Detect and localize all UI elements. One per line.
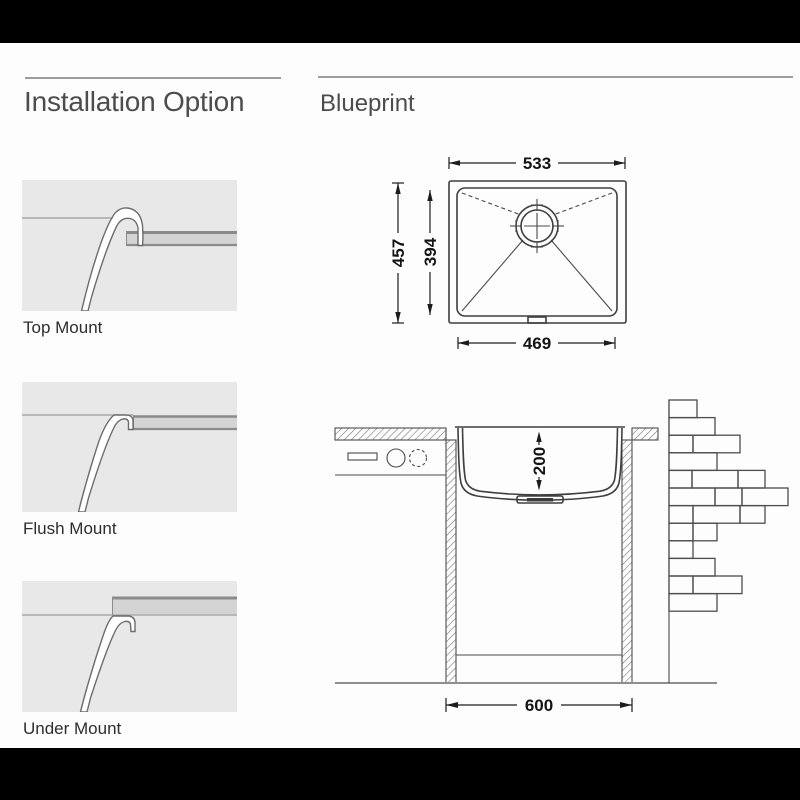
- sink-top-view-drawing: [375, 140, 655, 365]
- dimension-inner-width: [458, 334, 615, 353]
- dimension-inner-depth: [421, 190, 440, 315]
- left-section-divider: [25, 77, 281, 79]
- blueprint-title: Blueprint: [320, 90, 415, 117]
- drawer-handle: [348, 453, 377, 460]
- sink-section-view-drawing: [325, 395, 795, 720]
- countertop-hatch-left: [335, 428, 446, 440]
- bottom-black-bar: [0, 748, 800, 800]
- countertop-band: [133, 415, 237, 430]
- top-mount-drawing: [22, 180, 237, 311]
- top-mount-label: Top Mount: [23, 318, 103, 337]
- knob-dashed: [410, 450, 427, 467]
- dim-outer-depth-label: 457: [389, 238, 408, 268]
- under-mount-figure: [22, 581, 237, 739]
- brick-wall: [669, 400, 788, 683]
- dim-bowl-depth-label: 200: [530, 446, 549, 476]
- knob-solid: [387, 449, 405, 467]
- countertop-hatch-right: [632, 428, 658, 440]
- dimension-outer-width: [449, 154, 625, 173]
- dimension-cabinet-width: [446, 696, 632, 715]
- flush-mount-label: Flush Mount: [23, 519, 117, 538]
- installation-option-title: Installation Option: [24, 86, 245, 117]
- top-black-bar: [0, 0, 800, 43]
- overflow-slot: [528, 317, 546, 323]
- dim-inner-depth-label: 394: [421, 237, 440, 267]
- panel-background: [22, 382, 237, 512]
- cabinet-left-wall: [446, 440, 456, 683]
- under-mount-drawing: [22, 581, 237, 712]
- flush-mount-figure: [22, 382, 237, 539]
- cabinet-front-detail: [335, 449, 446, 475]
- countertop-band: [112, 597, 237, 615]
- dim-outer-width-label: 533: [522, 154, 552, 173]
- flush-mount-drawing: [22, 382, 237, 512]
- dimension-outer-depth: [389, 183, 408, 323]
- dim-cabinet-width-label: 600: [524, 696, 554, 715]
- top-mount-figure: [22, 180, 237, 338]
- cabinet-right-wall: [622, 440, 632, 683]
- dimension-bowl-depth: [530, 432, 549, 491]
- right-section-divider: [318, 76, 793, 78]
- dim-inner-width-label: 469: [522, 334, 552, 353]
- under-mount-label: Under Mount: [23, 719, 122, 738]
